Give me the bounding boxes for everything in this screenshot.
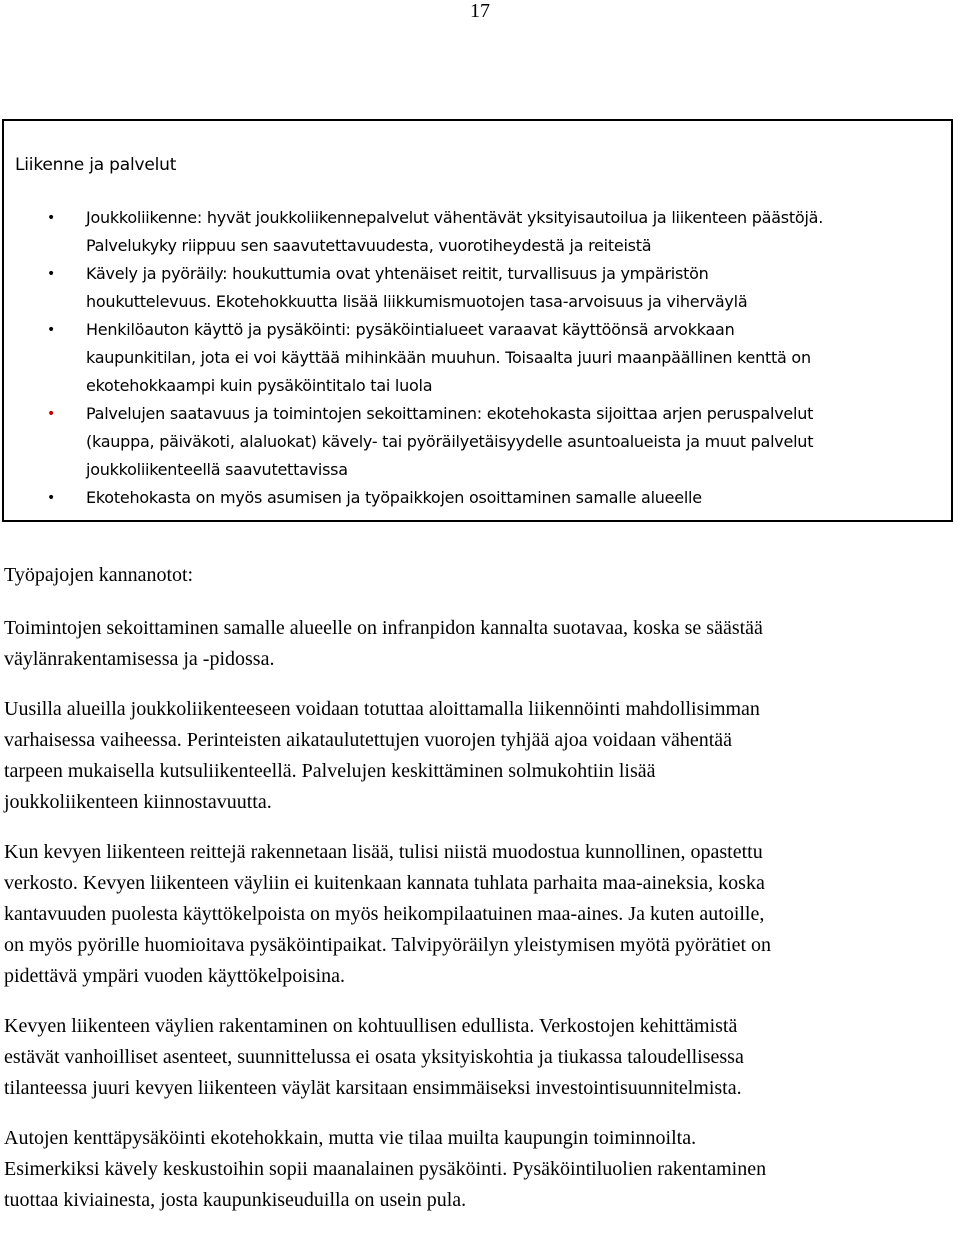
bullet-item (4, 260, 955, 316)
paragraph-line: Kun kevyen liikenteen reittejä rakennetaan lisää, tulisi niistä muodostua kunnollinen, opastettu (4, 841, 763, 863)
bullet-item (4, 484, 955, 512)
paragraph (4, 1011, 954, 1104)
bullet-line: Joukkoliikenne: hyvät joukkoliikennepalvelut vähentävät yksityisautoilua ja liikenteen päästöjä. (86, 208, 824, 227)
paragraph-line: estävät vanhoilliset asenteet, suunnittelussa ei osata yksityiskohtia ja tiukassa taloudellisessa (4, 1046, 744, 1068)
bullet-line: Palvelukyky riippuu sen saavutettavuudesta, vuorotiheydestä ja reiteistä (86, 236, 652, 255)
paragraph-line: tilanteessa juuri kevyen liikenteen väylät karsitaan ensimmäiseksi investointisuunnitelmista. (4, 1077, 742, 1099)
bullet-line: ekotehokkaampi kuin pysäköintitalo tai luola (86, 376, 433, 395)
paragraph-line: Kevyen liikenteen väylien rakentaminen on kohtuullisen edullista. Verkostojen kehittämistä (4, 1015, 738, 1037)
bullet-line: Ekotehokasta on myös asumisen ja työpaikkojen osoittaminen samalle alueelle (86, 488, 702, 507)
paragraph-line: on myös pyörille huomioitava pysäköintipaikat. Talvipyöräilyn yleistymisen myötä pyörätiet on (4, 934, 772, 956)
paragraph-line: verkosto. Kevyen liikenteen väyliin ei kuitenkaan kannata tuhlata parhaita maa-aineksia, koska (4, 872, 765, 894)
bullet-line: joukkoliikenteellä saavutettavissa (86, 460, 348, 479)
paragraph-line: tarpeen mukaisella kutsuliikenteellä. Palvelujen keskittäminen solmukohtiin lisää (4, 760, 656, 782)
paragraph-line: Uusilla alueilla joukkoliikenteeseen voidaan totuttaa aloittamalla liikennöinti mahdollisimman (4, 698, 760, 720)
bullet-icon: • (47, 490, 56, 506)
bullet-icon-red: • (47, 406, 56, 422)
bullet-list (4, 204, 955, 512)
bullet-line: Palvelujen saatavuus ja toimintojen sekoittaminen: ekotehokasta sijoittaa arjen peruspalvelut (86, 404, 814, 423)
bullet-line: (kauppa, päiväkoti, alaluokat) kävely- tai pyöräilyetäisyydelle asuntoalueista ja muut palvelut (86, 432, 814, 451)
bullet-line: Kävely ja pyöräily: houkuttumia ovat yhtenäiset reitit, turvallisuus ja ympäristön (86, 264, 709, 283)
bullet-item (4, 316, 955, 400)
bullet-icon: • (47, 266, 56, 282)
box-title: Liikenne ja palvelut (15, 155, 177, 175)
paragraph (4, 837, 954, 992)
bullet-item (4, 204, 955, 260)
bullet-line: houkuttelevuus. Ekotehokkuutta lisää liikkumismuotojen tasa-arvoisuus ja viherväylä (86, 292, 748, 311)
paragraph (4, 1123, 954, 1216)
paragraph (4, 694, 954, 818)
paragraph (4, 613, 954, 675)
bullet-line: Henkilöauton käyttö ja pysäköinti: pysäköintialueet varaavat käyttöönsä arvokkaan (86, 320, 735, 339)
paragraph-line: Esimerkiksi kävely keskustoihin sopii maanalainen pysäköinti. Pysäköintiluolien rakentaminen (4, 1158, 767, 1180)
summary-box (2, 119, 953, 522)
section-heading: Työpajojen kannanotot: (4, 564, 194, 586)
paragraph-line: joukkoliikenteen kiinnostavuutta. (4, 791, 272, 813)
paragraph-line: kantavuuden puolesta käyttökelpoista on myös heikompilaatuinen maa-aines. Ja kuten autoille, (4, 903, 765, 925)
paragraph-line: tuottaa kiviainesta, josta kaupunkiseuduilla on usein pula. (4, 1189, 467, 1211)
main-text (4, 560, 954, 1235)
paragraph-line: pidettävä ympäri vuoden käyttökelpoisina. (4, 965, 346, 987)
bullet-icon: • (47, 322, 56, 338)
paragraph-line: väylänrakentamisessa ja -pidossa. (4, 648, 275, 670)
page-number: 17 (470, 0, 490, 22)
paragraph-line: Autojen kenttäpysäköinti ekotehokkain, mutta vie tilaa muilta kaupungin toiminnoilta. (4, 1127, 697, 1149)
bullet-line: kaupunkitilan, jota ei voi käyttää mihinkään muuhun. Toisaalta juuri maanpäällinen kenttä on (86, 348, 811, 367)
paragraph-line: varhaisessa vaiheessa. Perinteisten aikataulutettujen vuorojen tyhjää ajoa voidaan vähentää (4, 729, 733, 751)
bullet-icon: • (47, 210, 56, 226)
paragraph-line: Toimintojen sekoittaminen samalle alueelle on infranpidon kannalta suotavaa, koska se säästää (4, 617, 763, 639)
bullet-item (4, 400, 955, 484)
